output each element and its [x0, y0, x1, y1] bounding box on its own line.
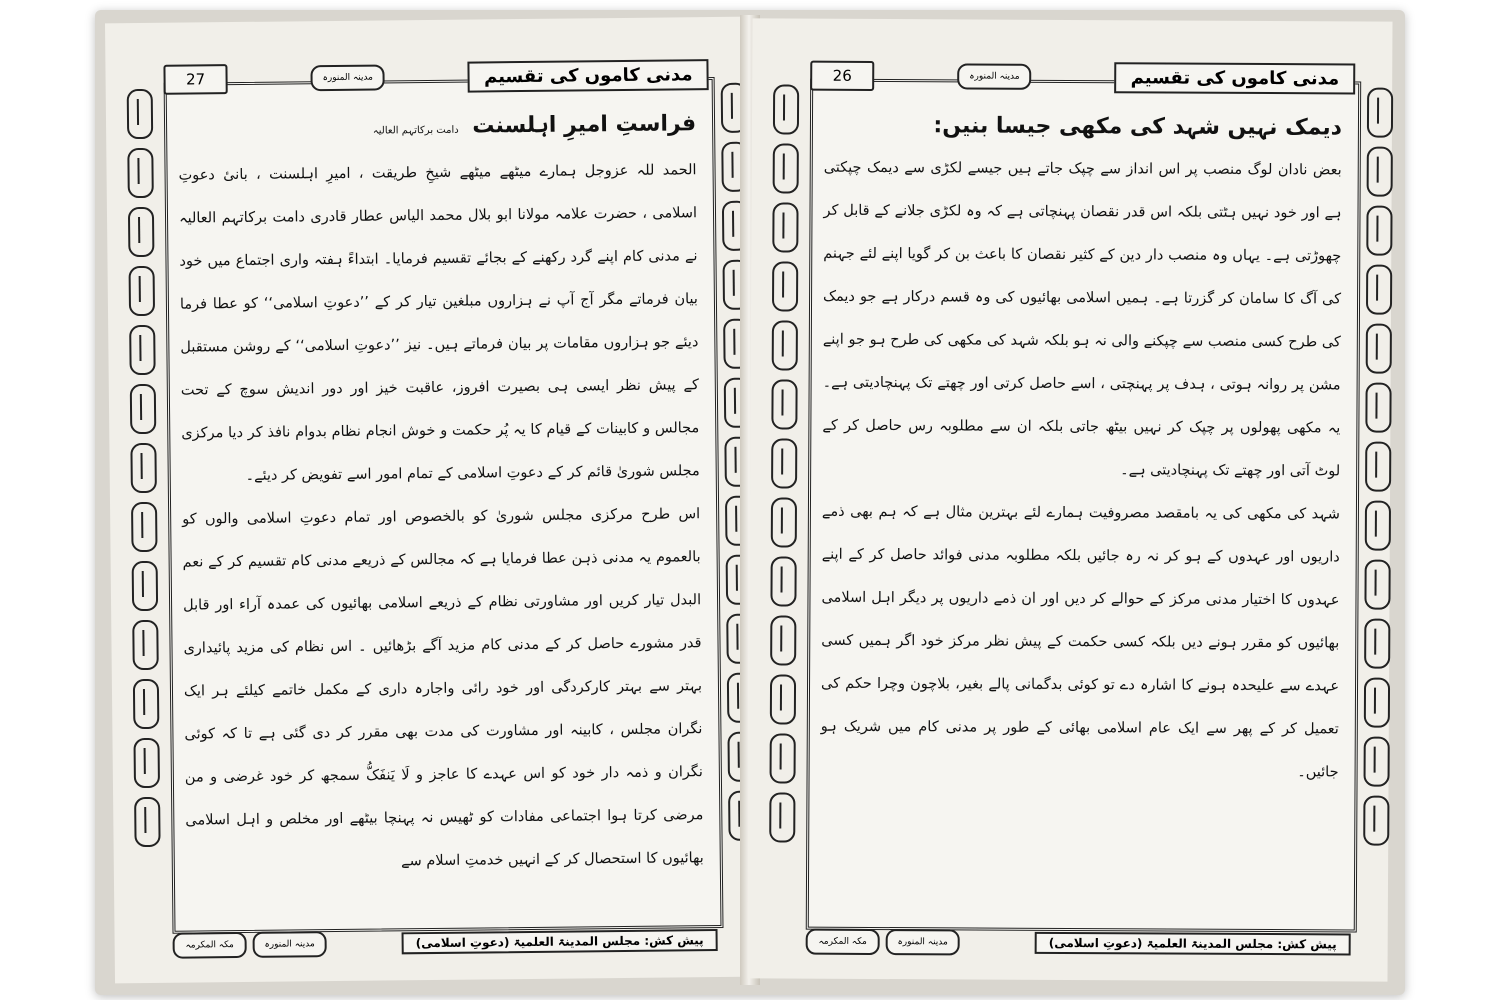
page-body	[820, 107, 1342, 910]
left-border-ornament	[762, 78, 806, 923]
footer-seals	[806, 929, 960, 956]
seal-badge: مدینہ المنورہ	[253, 931, 327, 958]
paragraph: الحمد للہ عزوجل ہمارے میٹھے میٹھے شیخِ طریقت ، امیرِ اہلسنت ، بانیٔ دعوتِ اسلامی ، حضرت علامہ مولانا ابو بلال محمد الیاس عطار قادری دامت برکاتہم العالیہ نے مدنی کام اپنے گرد رکھنے کے بجائے تقسیم فرمایا۔ ابتداءً ہفتہ واری اجتماع میں خود بیان فرماتے مگر آج آپ نے ہزاروں مبلغین تیار کر کے ’’دعوتِ اسلامی‘‘ کو عطا فرما دیئے جو ہزاروں مقامات پر بیان فرماتے ہیں۔ نیز ’’دعوتِ اسلامی‘‘ کے روشن مستقبل کے پیش نظر ایسی ہی بصیرت افروز، عاقبت خیز اور دور اندیش سوچ کے تحت مجالس و کابینات کے قیام کا یہ پُر حکمت و خوش انجام نظام بدوام نافذ کر دیا مرکزی مجلس شوریٰ قائم کر کے دعوتِ اسلامی کے تمام امور اسے تفویض کر دیئے۔	[178, 162, 700, 484]
running-title: مدنی کاموں کی تقسیم	[1115, 62, 1356, 94]
seal-badge: مدینہ المنورہ	[311, 64, 385, 91]
page-number: 27	[163, 64, 227, 95]
section-heading	[824, 107, 1342, 148]
seal-badge: مکہ المکرمہ	[173, 932, 247, 959]
page-footer	[806, 927, 1351, 960]
page-footer	[172, 925, 717, 961]
publisher-label: پیش کش: مجلس المدینۃ العلمیۃ (دعوتِ اسلامی)	[1035, 932, 1351, 956]
heading-text: فراستِ امیرِ اہلسنت	[472, 111, 697, 139]
seal-badge: مدینہ المنورہ	[886, 929, 960, 955]
paragraph: اس طرح مرکزی مجلس شوریٰ کو بالخصوص اور تمام دعوتِ اسلامی والوں کو بالعموم یہ مدنی ذہن عطا فرمایا ہے کہ مجالس کے ذریعے مدنی کام تقسیم کر کے نعم البدل تیار کریں اور مشاورتی نظام کے ذریعے اسلامی بھائیوں کی عمدہ آراء اور قابل قدر مشورے حاصل کر کے مدنی کام مزید آگے بڑھائیں ۔ اس نظام کی مزید پائیداری بہتر سے بہتر کارکردگی اور خود رائی واجارہ داری کے مکمل خاتمے کیلئے ہر ایک نگران مجلس ، کابینہ اور مشاورت کی مدت بھی مقرر کر دی گئی ہے تا کہ کوئی نگران و ذمہ دار خود کو اس عہدے کا عاجز و لَا یَنفَکُّ سمجھ کر خود غرضی و من مرضی کرتا ہوا اجتماعی مفادات کو ٹھیس نہ پہنچا بیٹھے اور مخلص و اہل اسلامی بھائیوں کا استحصال کر کے انہیں خدمتِ اسلام سے	[182, 506, 704, 870]
page-number: 26	[810, 61, 874, 91]
page-body	[178, 105, 704, 910]
page-header	[163, 57, 708, 97]
left-border-ornament	[120, 83, 169, 928]
publisher-label: پیش کش: مجلس المدینۃ العلمیۃ (دعوتِ اسلامی)	[402, 929, 718, 954]
right-border-ornament	[1356, 82, 1400, 927]
section-heading	[178, 105, 696, 152]
left-page	[105, 17, 756, 984]
running-title: مدنی کاموں کی تقسیم	[468, 59, 709, 93]
seal-badge: مکہ المکرمہ	[806, 929, 880, 955]
seal-badge: مدینہ المنورہ	[957, 63, 1031, 89]
footer-seals	[173, 931, 327, 959]
paragraph: شہد کی مکھی کی یہ بامقصد مصروفیت ہمارے لئے بہترین مثال ہے کہ ہم بھی ذمے داریوں اور عہدوں کے ہو کر نہ رہ جائیں بلکہ مطلوبہ مدنی فوائد حاصل کر کے اپنے عہدوں کا اختیار مدنی مرکز کے حوالے کر دیں اور ان ذمے داریوں پر دیگر اہل اسلامی بھائیوں کو مقرر ہونے دیں بلکہ کسی حکمت کے پیش نظر مرکز خود اگر ہمیں کسی عہدے سے علیحدہ ہونے کا اشارہ دے تو کوئی بدگمانی پالے بغیر، بلاچون وچرا حکم کی تعمیل کر کے پھر سے ایک عام اسلامی بھائی کے طور پر مدنی کام میں شریک ہو جائیں۔	[820, 503, 1340, 781]
page-header	[810, 59, 1355, 96]
heading-text: دیمک نہیں شہد کی مکھی جیسا بنیں:	[933, 113, 1343, 141]
paragraph: بعض نادان لوگ منصب پر اس انداز سے چپک جاتے ہیں جیسے لکڑی سے دیمک چپکتی ہے اور خود نہیں ہٹتی بلکہ اس قدر نقصان پہنچاتی ہے کہ وہ لکڑی جلانے کے قابل کر چھوڑتی ہے۔ یہاں وہ منصب دار دین کے کثیر نقصان کا باعث بن کر گویا اپنے لئے جہنم کی آگ کا سامان کر گزرتا ہے۔ ہمیں اسلامی بھائیوں کی وہ قسم درکار ہے جو دیمک کی طرح کسی منصب سے چپکنے والی نہ ہو بلکہ شہد کی مکھی کی طرح ہو جو اپنے مشن پر روانہ ہوتی ، ہدف پر پہنچتی ، اسے حاصل کرتی اور چھتے تک پہنچادیتی ہے۔ یہ مکھی پھولوں پر چپک کر نہیں بیٹھ جاتی بلکہ ان سے مطلوبہ رس حاصل کر کے لوٹ آتی اور چھتے تک پہنچادیتی ہے۔	[822, 159, 1342, 480]
right-page	[747, 18, 1392, 981]
heading-note: دامت برکاتہم العالیہ	[372, 124, 459, 137]
